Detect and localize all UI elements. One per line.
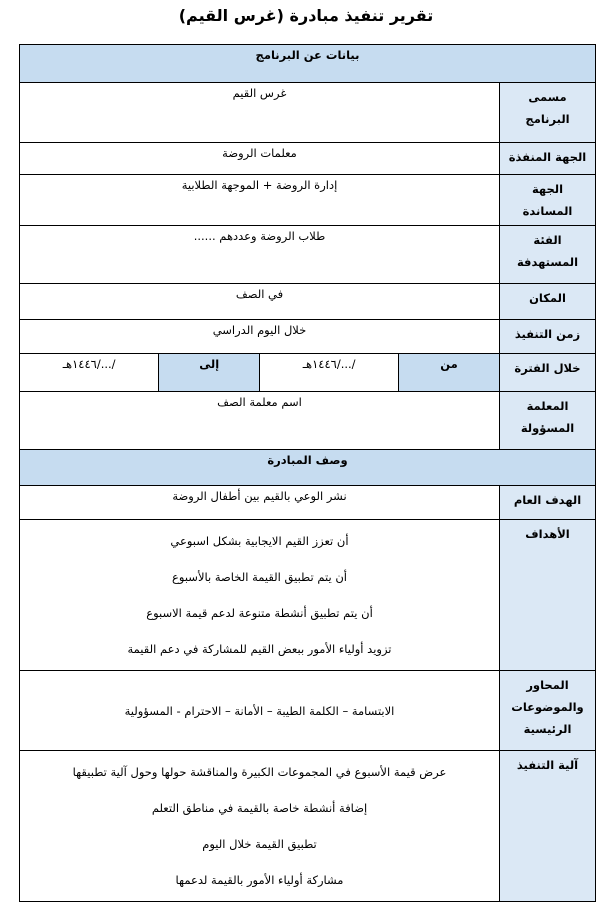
objectives-label: الأهداف xyxy=(500,520,596,671)
section-row-initiative xyxy=(20,450,596,486)
row-executing-party xyxy=(20,143,596,175)
place-value: في الصف xyxy=(20,284,500,320)
row-mechanism xyxy=(20,751,596,902)
objective-item: أن يتم تطبيق أنشطة متنوعة لدعم قيمة الاسبوع xyxy=(146,606,373,620)
page-title: تقرير تنفيذ مبادرة (غرس القيم) xyxy=(178,6,434,25)
mechanism-label: آلية التنفيذ xyxy=(500,751,596,902)
section-row-program-info xyxy=(20,45,596,83)
general-goal-label: الهدف العام xyxy=(500,486,596,520)
general-goal-value: نشر الوعي بالقيم بين أطفال الروضة xyxy=(20,486,500,520)
row-time xyxy=(20,320,596,354)
row-teacher xyxy=(20,392,596,450)
main-topics-label: المحاور والموضوعات الرئيسية xyxy=(500,671,596,751)
place-label: المكان xyxy=(500,284,596,320)
main-topics-value: الابتسامة – الكلمة الطيبة – الأمانة – الاحترام - المسؤولية xyxy=(20,671,500,751)
period-label: خلال الفترة xyxy=(500,354,596,392)
objective-item: أن يتم تطبيق القيمة الخاصة بالأسبوع xyxy=(172,570,347,584)
row-supporting-party xyxy=(20,175,596,226)
row-target-group xyxy=(20,226,596,284)
mechanism-item: مشاركة أولياء الأمور بالقيمة لدعمها xyxy=(175,873,344,887)
time-label: زمن التنفيذ xyxy=(500,320,596,354)
period-cell xyxy=(20,354,500,392)
executing-party-value: معلمات الروضة xyxy=(20,143,500,175)
mechanism-item: إضافة أنشطة خاصة بالقيمة في مناطق التعلم xyxy=(151,801,368,815)
target-group-value: طلاب الروضة وعددهم ...... xyxy=(20,226,500,284)
row-program-name xyxy=(20,83,596,143)
objectives-list xyxy=(20,520,500,671)
row-general-goal xyxy=(20,486,596,520)
time-value: خلال اليوم الدراسي xyxy=(20,320,500,354)
teacher-value: اسم معلمة الصف xyxy=(20,392,500,450)
period-inner-table xyxy=(20,354,499,391)
row-place xyxy=(20,284,596,320)
report-table xyxy=(19,44,596,902)
period-to-label: إلى xyxy=(159,354,260,391)
objective-item: تزويد أولياء الأمور ببعض القيم للمشاركة في دعم القيمة xyxy=(127,642,392,656)
period-from-value: /.../١٤٤٦هـ xyxy=(260,354,399,391)
section-header-initiative: وصف المبادرة xyxy=(20,450,596,486)
row-period xyxy=(20,354,596,392)
row-objectives xyxy=(20,520,596,671)
program-name-label: مسمى البرنامج xyxy=(500,83,596,143)
objective-item: أن تعزز القيم الايجابية بشكل اسبوعي xyxy=(170,534,349,548)
mechanism-list xyxy=(20,751,500,902)
program-name-value: غرس القيم xyxy=(20,83,500,143)
supporting-party-label: الجهة المساندة xyxy=(500,175,596,226)
section-header-program-info: بيانات عن البرنامج xyxy=(20,45,596,83)
supporting-party-value: إدارة الروضة + الموجهة الطلابية xyxy=(20,175,500,226)
target-group-label: الفئة المستهدفة xyxy=(500,226,596,284)
mechanism-item: عرض قيمة الأسبوع في المجموعات الكبيرة والمناقشة حولها وحول آلية تطبيقها xyxy=(72,765,447,779)
executing-party-label: الجهة المنفذة xyxy=(500,143,596,175)
mechanism-item: تطبيق القيمة خلال اليوم xyxy=(202,837,317,851)
row-main-topics xyxy=(20,671,596,751)
period-from-label: من xyxy=(399,354,500,391)
teacher-label: المعلمة المسؤولة xyxy=(500,392,596,450)
period-to-value: /.../١٤٤٦هـ xyxy=(20,354,159,391)
